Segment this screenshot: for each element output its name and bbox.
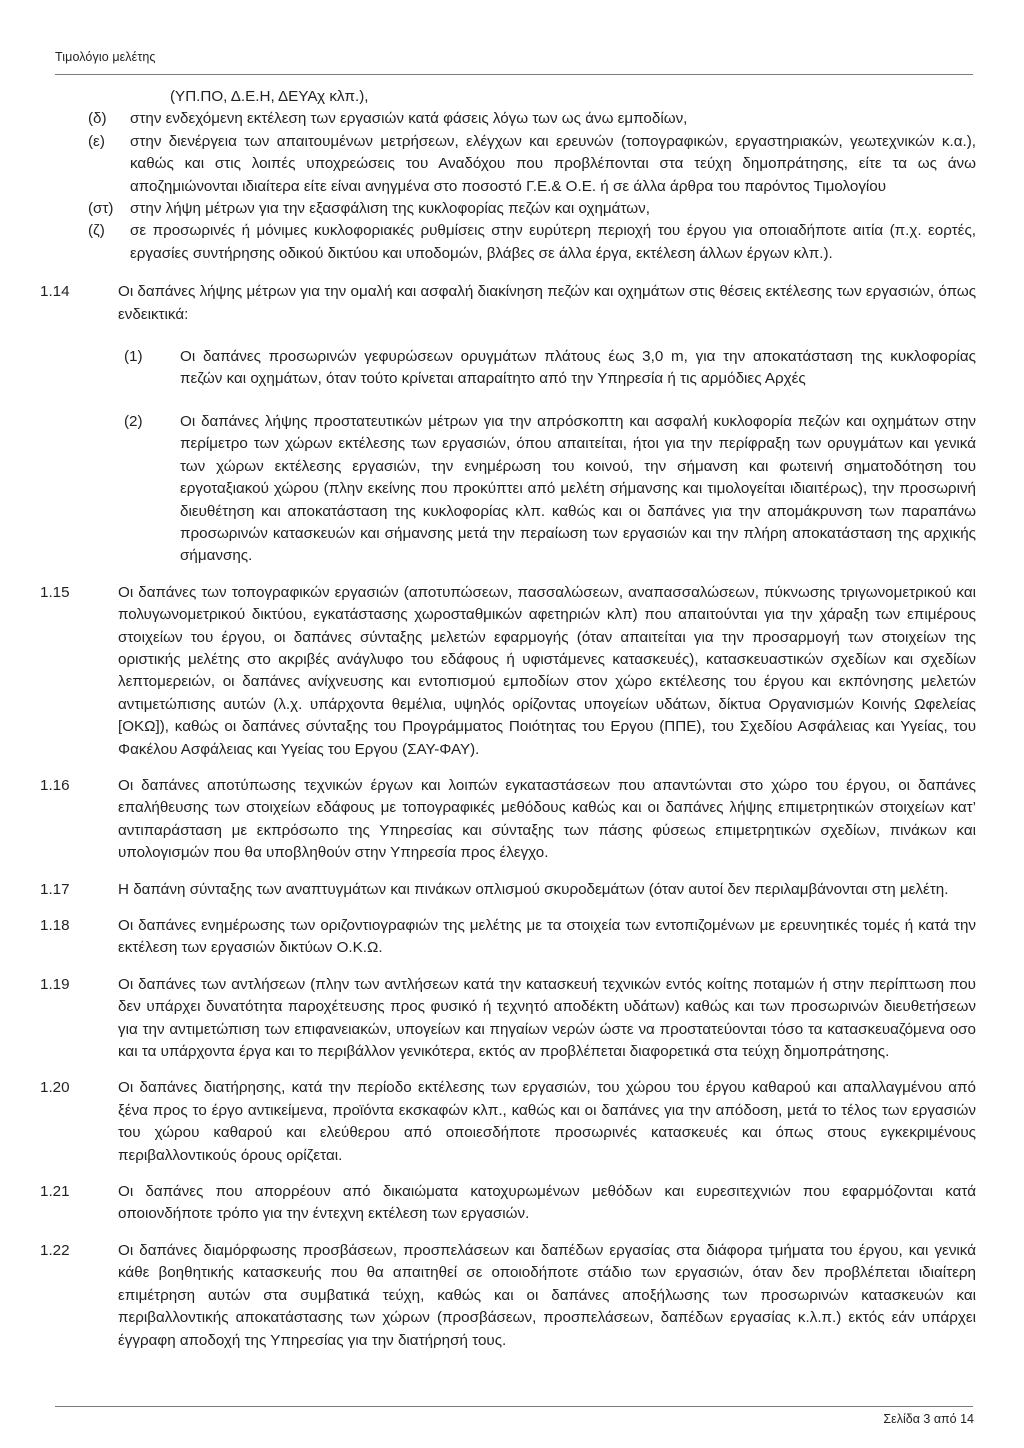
section-1-15 [40,582,976,761]
sub-item [40,198,976,220]
page-number-label: Σελίδα 3 από 14 [883,1412,974,1426]
section-number: 1.20 [40,1079,70,1097]
section-number: 1.17 [40,880,70,898]
document-body [40,86,976,1352]
section-number: 1.22 [40,1241,70,1259]
section-text: Οι δαπάνες διατήρησης, κατά την περίοδο εκτέλεσης των εργασιών, του χώρου του έργου καθαρού και απαλλαγμένου από ξένα προς το έργο αντικείμενα, προϊόντα εκσκαφών κλπ., καθώς και οι δαπάνες για την απόδοση, μετά το τέλος των εργασιών του χώρου καθαρού και ελεύθερου από οποιεσδήποτε προσωρινές κατασκευές και όπως στους εγκεκριμένους περιβαλλοντικούς όρους ορίζεται. [118,1079,976,1164]
section-text: Οι δαπάνες αποτύπωσης τεχνικών έργων και λοιπών εγκαταστάσεων που απαντώνται στο χώρο του έργου, οι δαπάνες επαλήθευσης των στοιχείων εδάφους με τοπογραφικές μεθόδους καθώς και οι δαπάνες λήψης επιμετρητικών στοιχείων κατ’ αντιπαράσταση με εκπρόσωπο της Υπηρεσίας και σύνταξης των πάσης φύσεως επιμετρητικών σχεδίων, πινάκων και υπολογισμών που θα υποβληθούν στην Υπηρεσία προς έλεγχο. [118,776,976,862]
sub-item-marker: (ζ) [88,222,105,240]
section-1-14 [40,281,976,567]
section-body [118,281,976,567]
sub-item-text: στην λήψη μέτρων για την εξασφάλιση της κυκλοφορίας πεζών και οχημάτων, [130,200,650,218]
numbered-item [118,411,976,568]
section-1-22 [40,1240,976,1352]
section-text: Οι δαπάνες διαμόρφωσης προσβάσεων, προσπελάσεων και δαπέδων εργασίας στα διάφορα τμήματα του έργου, και γενικά κάθε βοηθητικής κατασκευής που θα απαιτηθεί σε οποιοδήποτε στάδιο των εργασιών, όταν δεν προβλέπεται ιδιαίτερη επιμέτρηση αυτών στα συμβατικά τεύχη, καθώς και οι δαπάνες αποξήλωσης των προσωρινών κατασκευών και περιβαλλοντικής αποκατάστασης των χώρων (προσβάσεων, προσπελάσεων, δαπέδων εργασίας κ.λ.π.) εκτός εάν υπάρχει έγγραφη αποδοχή της Υπηρεσίας για την διατήρησή τους. [118,1241,976,1349]
section-number: 1.16 [40,776,70,794]
section-1-18 [40,915,976,960]
numbered-item [118,346,976,391]
numbered-item-text: Οι δαπάνες προσωρινών γεφυρώσεων ορυγμάτων πλάτους έως 3,0 m, για την αποκατάσταση της κυκλοφορίας πεζών και οχημάτων, όταν τούτο κρίνεται απαραίτητο από την Υπηρεσία ή τις αρμόδιες Αρχές [180,348,976,388]
sub-item [40,131,976,198]
section-text: Οι δαπάνες που απορρέουν από δικαιώματα κατοχυρωμένων μεθόδων και ευρεσιτεχνιών που εφαρμόζονται κατά οποιονδήποτε τρόπο για την έντεχνη εκτέλεση των εργασιών. [118,1183,976,1223]
sub-item-text: στην διενέργεια των απαιτουμένων μετρήσεων, ελέγχων και ερευνών (τοπογραφικών, εργαστηριακών, γεωτεχνικών κ.α.), καθώς και στις λοιπές υποχρεώσεις του Αναδόχου που προβλέπονται στα τεύχη δημοπράτησης, είτε τα ως άνω αποζημιώνονται ιδιαίτερα είτε είναι ανηγμένα στο ποσοστό Γ.Ε.& Ο.Ε. ή σε άλλα άρθρα του παρόντος Τιμολογίου [130,132,976,195]
numbered-item-marker: (1) [124,348,143,366]
sub-item [40,108,976,130]
sub-item-text: στην ενδεχόμενη εκτέλεση των εργασιών κατά φάσεις λόγω των ως άνω εμποδίων, [130,110,688,128]
section-number: 1.21 [40,1183,70,1201]
intro-line: (ΥΠ.ΠΟ, Δ.Ε.Η, ΔΕΥΑχ κλπ.), [170,88,369,105]
section-1-21 [40,1181,976,1226]
section-number: 1.19 [40,975,70,993]
section-number: 1.15 [40,583,70,601]
section-1-19 [40,974,976,1064]
section-1-16 [40,775,976,865]
sub-item [40,220,976,265]
section-number: 1.18 [40,917,70,934]
section-number: 1.14 [40,283,70,301]
footer-divider [55,1406,973,1407]
header-divider [55,74,973,75]
numbered-item-marker: (2) [124,412,143,430]
section-text: Οι δαπάνες λήψης μέτρων για την ομαλή και ασφαλή διακίνηση πεζών και οχημάτων στις θέσεις εκτέλεσης των εργασιών, όπως ενδεικτικά: [118,283,977,323]
section-1-17 [40,879,976,901]
section-text: Οι δαπάνες των τοπογραφικών εργασιών (αποτυπώσεων, πασσαλώσεων, αναπασσαλώσεων, πύκνωσης τριγωνομετρικού και πολυγωνομετρικού δικτύου, εγκατάστασης χωροσταθμικών αφετηριών κλπ) που απαιτούνται για την χάραξη των επιμέρους στοιχείων του έργου, οι δαπάνες σύνταξης μελετών εφαρμογής (όταν απαιτείται για την προσαρμογή των στοιχείων της οριστικής μελέτης στο ακριβές ανάγλυφο του εδάφους ή υφιστάμενες κατασκευές), κατασκευαστικών σχεδίων και σχεδίων λεπτομερειών, οι δαπάνες ανίχνευσης και εντοπισμού εμποδίων στον χώρο εκτέλεσης του έργου και εκπόνησης μελετών αντιμετώπισης αυτών (λ.χ. υπάρχοντα θεμέλια, υψηλός ορίζοντας υπογείων υδάτων, δίκτυα Οργανισμών Κοινής Ωφελείας [ΟΚΩ]), καθώς οι δαπάνες σύνταξης του Προγράμματος Ποιότητας του Εργου (ΠΠΕ), του Σχεδίου Ασφάλειας και Υγείας, του Φακέλου Ασφάλειας και Υγείας του Εργου (ΣΑΥ-ΦΑΥ). [118,583,976,758]
section-1-20 [40,1077,976,1167]
section-text: Οι δαπάνες ενημέρωσης των οριζοντιογραφιών της μελέτης με τα στοιχεία των εντοπιζομένων με ερευνητικές τομές ή κατά την εκτέλεση των εργασιών δικτύων Ο.Κ.Ω. [118,917,976,957]
numbered-item-text: Οι δαπάνες λήψης προστατευτικών μέτρων για την απρόσκοπτη και ασφαλή κυκλοφορία πεζών και οχημάτων στην περίμετρο των χώρων εκτέλεσης των εργασιών, όπου απαιτείται, ήτοι για την περίφραξη των ορυγμάτων και γενικά των χώρων εκτέλεσης εργασιών, την ενημέρωση του κοινού, την σήμανση και φωτεινή σηματοδότηση του εργοταξιακού χώρου (πλην εκείνης που προκύπτει από μελέτη σήμανσης και τιμολογείται ιδιαιτέρως), την προσωρινή διευθέτηση και αποκατάσταση της κυκλοφορίας κλπ. καθώς και οι δαπάνες για την απομάκρυνση των παραπάνω προσωρινών κατασκευών και σήμανσης μετά την περαίωση των εργασιών και την πλήρη αποκατάσταση της αρχικής σήμανσης. [180,412,976,565]
sub-item-marker: (στ) [88,200,114,218]
document-header-title: Τιμολόγιο μελέτης [55,50,156,64]
section-text: Η δαπάνη σύνταξης των αναπτυγμάτων και πινάκων οπλισμού σκυροδεμάτων (όταν αυτοί δεν περιλαμβάνονται στη μελέτη. [118,880,949,898]
sub-item-text: σε προσωρινές ή μόνιμες κυκλοφοριακές ρυθμίσεις στην ευρύτερη περιοχή του έργου για οποιαδήποτε αιτία (π.χ. εορτές, εργασίες συντήρησης οδικού δικτύου και υποδομών, βλάβες σε άλλα έργα, εκτέλεση άλλων έργων κλπ.). [130,222,976,262]
sub-item-marker: (ε) [88,132,105,150]
sub-item-marker: (δ) [88,110,107,128]
section-text: Οι δαπάνες των αντλήσεων (πλην των αντλήσεων κατά την κατασκευή τεχνικών εντός κοίτης ποταμών ή στην περίπτωση που δεν υπάρχει δυνατότητα παροχέτευσης προς φυσικό ή τεχνητό αποδέκτη υδάτων) καθώς και των προσωρινών διευθετήσεων για την αντιμετώπιση των επιφανειακών, υπογείων και πηγαίων νερών ώστε να προστατεύονται τόσο τα κατασκευαζόμενα οσο και τα υπάρχοντα έργα και το περιβάλλον γενικότερα, εκτός αν προβλέπεται διαφορετικά στα τεύχη δημοπράτησης. [118,975,976,1061]
